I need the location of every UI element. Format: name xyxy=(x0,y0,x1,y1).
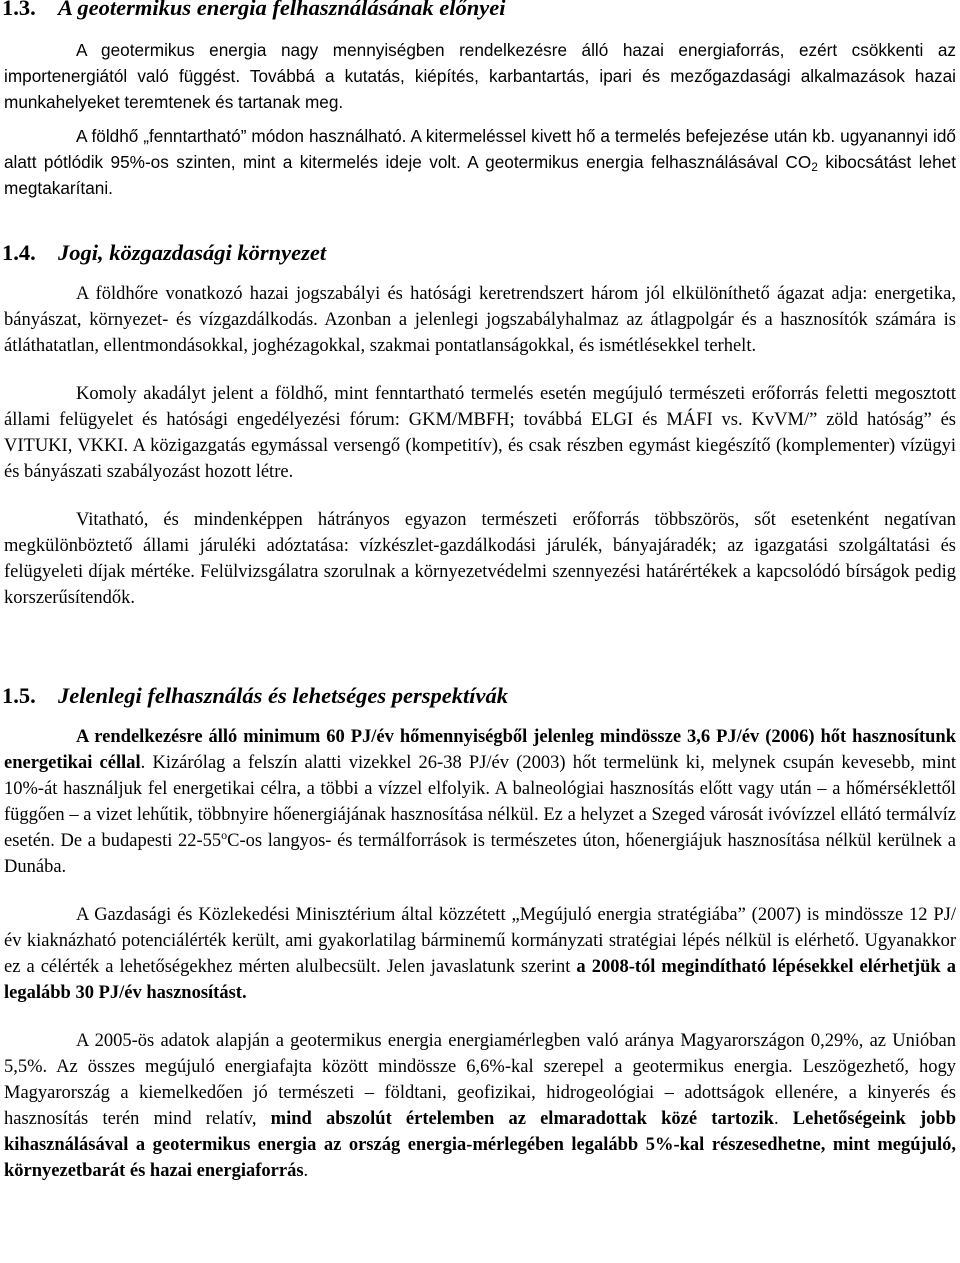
paragraph: A rendelkezésre álló minimum 60 PJ/év hőmennyiségből jelenleg mindössze 3,6 PJ/év (2006) hőt hasznosítunk energetikai céllal. Kizárólag a felszín alatti vizekkel 26-38 PJ/év (2003) hőt termelünk ki, melynek csupán kevesebb, mint 10%-át használjuk fel energetikai célra, a többi a vízzel elfolyik. A balneológiai hasznosítás előtt vagy után – a hőmérséklettől függően – a vizet lehűtik, többnyire hőenergiájának hasznosítása nélkül. Ez a helyzet a Szeged városát ivóvízzel ellátó termálvíz esetén. De a budapesti 22-55$^o$C-os langyos- és termálforrások is természetes úton, hőenergiájuk hasznosítása nélkül kerülnek a Dunába. xyxy=(4,727,956,877)
section-heading-1-3 xyxy=(2,0,506,22)
section-number: 1.4. xyxy=(2,240,36,265)
section-title: Jogi, közgazdasági környezet xyxy=(58,240,327,265)
section-number: 1.5. xyxy=(2,683,36,708)
section-title: Jelenlegi felhasználás és lehetséges perspektívák xyxy=(58,683,508,708)
bold-highlight: a 2008-tól megindítható lépésekkel elérhetjük a legalább 30 PJ/év hasznosítást. xyxy=(4,957,956,1003)
paragraph: Vitatható, és mindenképpen hátrányos egyazon természeti erőforrás többszörös, sőt esetenként negatívan megkülönböztető állami járuléki adóztatása: vízkészlet-gazdálkodási járulék, bányajáradék; az igazgatási szolgáltatási és felügyeleti díjak mértéke. Felülvizsgálatra szorulnak a környezetvédelmi szennyezési határértékek a kapcsolódó bírságok pedig korszerűsítendők. xyxy=(4,510,956,608)
paragraph: A földhőre vonatkozó hazai jogszabályi és hatósági keretrendszert három jól elkülöníthető ágazat adja: energetika, bányászat, környezet- és vízgazdálkodás. Azonban a jelenlegi jogszabályhalmaz az átlagpolgár és a hasznosítók számára is átláthatatlan, ellentmondásokkal, joghézagokkal, szakmai pontatlanságokkal, és ismétlésekkel terhelt. xyxy=(4,284,956,356)
paragraph: A geotermikus energia nagy mennyiségben rendelkezésre álló hazai energiaforrás, ezért csökkenti az importenergiától való függést. Továbbá a kutatás, kiépítés, karbantartás, ipari és mezőgazdasági alkalmazások hazai munkahelyeket teremtenek és tartanak meg. xyxy=(4,40,956,112)
paragraph: A 2005-ös adatok alapján a geotermikus energia energiamérlegben való aránya Magyarországon 0,29%, az Unióban 5,5%. Az összes megújuló energiafajta között mindössze 6,6%-kal szerepel a geotermikus energia. Leszögezhető, hogy Magyarország a kiemelkedően jó természeti – földtani, geofizikai, hidrogeológiai – adottságok ellenére, a kinyerés és hasznosítás terén mind relatív, mind abszolút értelemben az elmaradottak közé tartozik. Lehetőségeink jobb kihasználásával a geotermikus energia az ország energia-mérlegében legalább 5%-kal részesedhetne, mint megújuló, környezetbarát és hazai energiaforrás. xyxy=(4,1031,956,1181)
bold-highlight: A rendelkezésre álló minimum 60 PJ/év hőmennyiségből jelenleg mindössze 3,6 PJ/év (2006) hőt hasznosítunk energetikai céllal xyxy=(4,727,956,773)
bold-highlight: mind abszolút értelemben az elmaradottak közé tartozik xyxy=(270,1109,774,1129)
paragraph: Komoly akadályt jelent a földhő, mint fenntartható termelés esetén megújuló természeti erőforrás feletti megosztott állami felügyelet és hatósági engedélyezési fórum: GKM/MBFH; továbbá ELGI és MÁFI vs. KvVM/” zöld hatóság” és VITUKI, VKKI. A közigazgatás egymással versengő (kompetitív), és csak részben egymást kiegészítő (komplementer) vízügyi és bányászati szabályozást hozott létre. xyxy=(4,384,956,482)
section-number: 1.3. xyxy=(2,0,36,20)
paragraph: A földhő „fenntartható” módon használható. A kitermeléssel kivett hő a termelés befejezése után kb. ugyanannyi idő alatt pótlódik 95%-os szinten, mint a kitermelés ideje volt. A geotermikus energia felhasználásával $CO_2$ kibocsátást lehet megtakarítani. xyxy=(4,126,956,198)
section-title: A geotermikus energia felhasználásának előnyei xyxy=(58,0,506,20)
bold-highlight: Lehetőségeink jobb kihasználásával a geotermikus energia az ország energia-mérlegében legalább 5%-kal részesedhetne, mint megújuló, környezetbarát és hazai energiaforrás xyxy=(4,1109,956,1181)
paragraph: A Gazdasági és Közlekedési Minisztérium által közzétett „Megújuló energia stratégiába” (2007) is mindössze 12 PJ/év kiaknázható potenciálérték került, ami gyakorlatilag bárminemű kormányzati stratégiai lépés nélkül is elérhető. Ugyanakkor ez a célérték a lehetőségekhez mérten alulbecsült. Jelen javaslatunk szerint a 2008-tól megindítható lépésekkel elérhetjük a legalább 30 PJ/év hasznosítást. xyxy=(4,905,956,1003)
section-heading-1-4 xyxy=(2,239,326,267)
section-heading-1-5 xyxy=(2,682,508,710)
